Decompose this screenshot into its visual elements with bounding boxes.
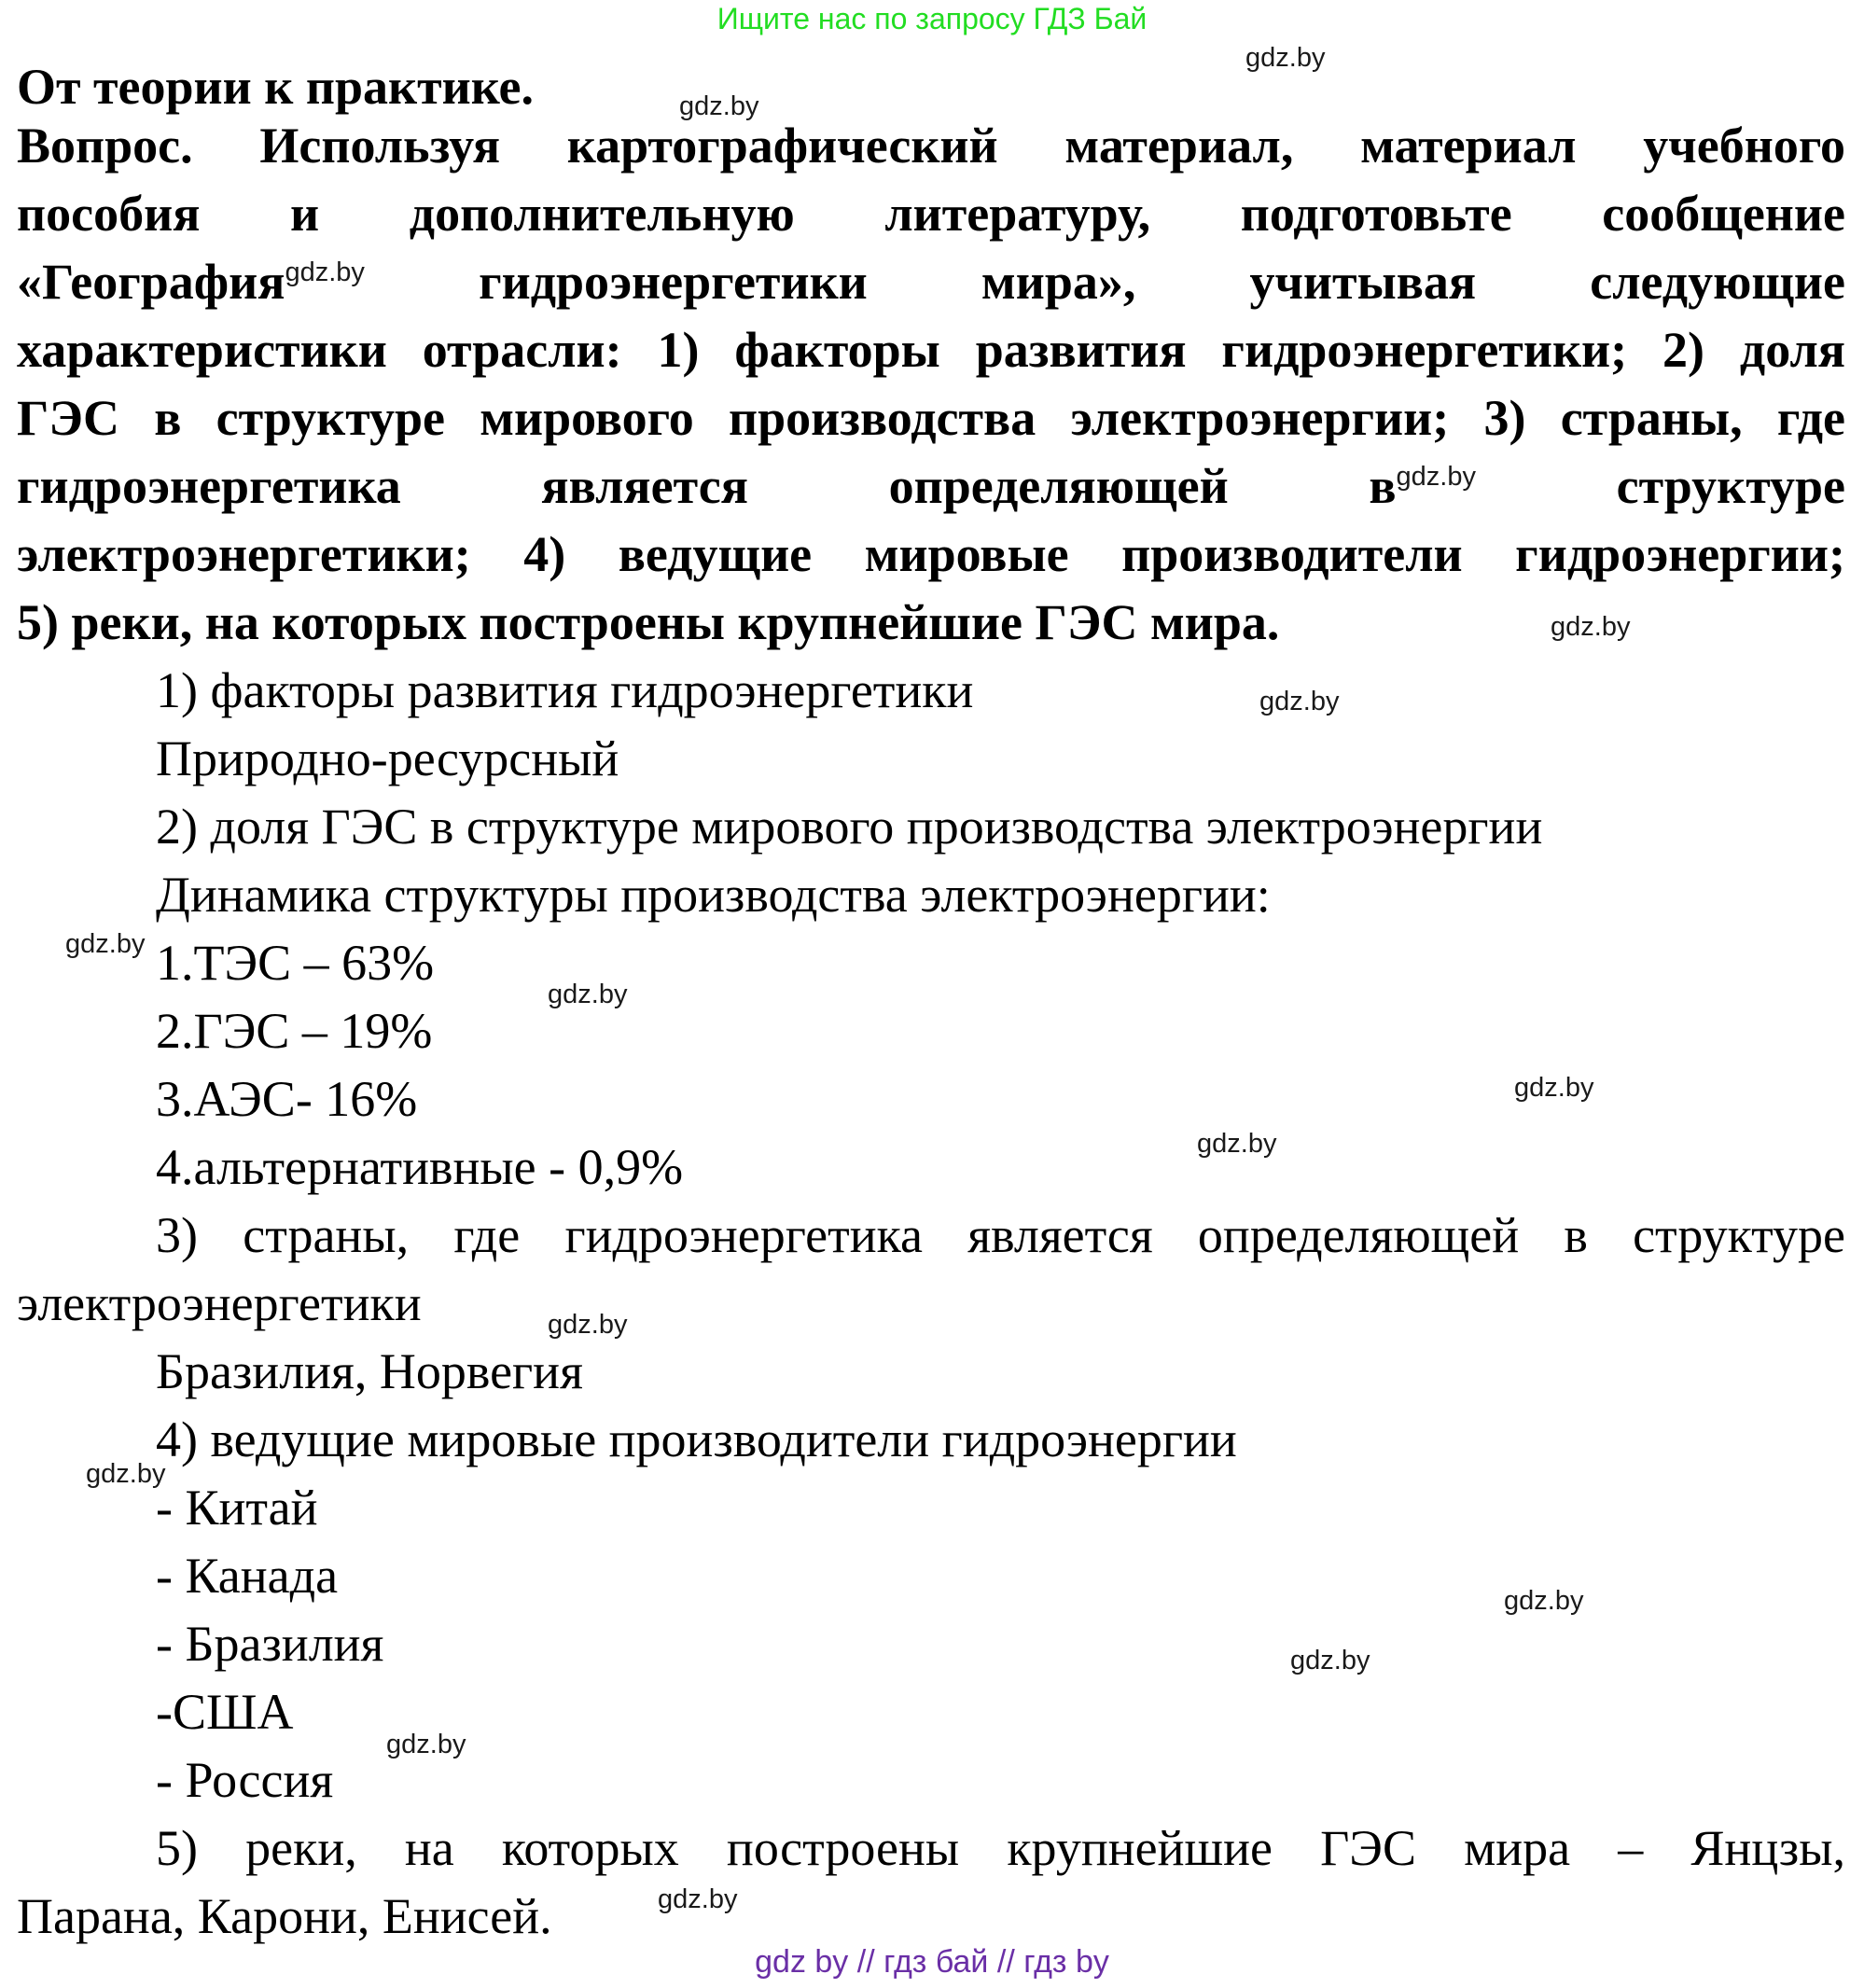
answer-3-heading-line-2: электроэнергетики [17, 1275, 422, 1331]
question-line-3 [17, 248, 1845, 315]
watermark: gdz.by [1245, 43, 1326, 73]
question-line-5: ГЭС в структуре мирового производства электроэнергии; 3) страны, где [17, 390, 1845, 446]
question-line-6-end: структуре [1616, 458, 1846, 514]
question-line-1: Вопрос. Используя картографический материал, материал учебного [17, 118, 1845, 174]
answer-2-item: 3.АЭС- 16% [156, 1071, 418, 1127]
answer-4-item: - Бразилия [156, 1616, 384, 1672]
answer-1-text: Природно-ресурсный [156, 730, 619, 786]
answer-4-heading: 4) ведущие мировые производители гидроэнергии [156, 1411, 1237, 1467]
question-line-7: электроэнергетики; 4) ведущие мировые производители гидроэнергии; [17, 526, 1845, 582]
answer-5-line-1: 5) реки, на которых построены крупнейшие ГЭС мира – Янцзы, [156, 1820, 1845, 1876]
section-title: От теории к практике. [17, 59, 535, 115]
footer-links[interactable]: gdz by // гдз бай // гдз by [755, 1944, 1109, 1980]
watermark: gdz.by [1290, 1646, 1370, 1675]
answer-1-heading: 1) факторы развития гидроэнергетики [156, 662, 974, 718]
question-line-6 [17, 452, 1845, 520]
answer-3-heading-line-1: 3) страны, где гидроэнергетика является определяющей в структуре [156, 1207, 1845, 1263]
question-line-2: пособия и дополнительную литературу, подготовьте сообщение [17, 186, 1845, 242]
answer-4-item: - Китай [156, 1480, 318, 1536]
watermark: gdz.by [658, 1884, 738, 1914]
search-link[interactable]: Ищите нас по запросу ГДЗ Бай [716, 2, 1148, 35]
answer-4-item: -США [156, 1684, 294, 1740]
watermark: gdz.by [548, 980, 628, 1009]
answer-3-text: Бразилия, Норвегия [156, 1343, 583, 1399]
question-line-3-end: гидроэнергетики мира», учитывая следующие [479, 254, 1846, 310]
question-line-4: характеристики отрасли: 1) факторы развития гидроэнергетики; 2) доля [17, 322, 1845, 378]
watermark: gdz.by [386, 1730, 466, 1759]
watermark: gdz.by [1259, 687, 1340, 716]
question-line-8: 5) реки, на которых построены крупнейшие ГЭС мира. [17, 594, 1280, 650]
watermark: gdz.by [1396, 462, 1476, 492]
watermark: gdz.by [285, 257, 365, 287]
watermark: gdz.by [1504, 1586, 1584, 1616]
watermark: gdz.by [1551, 612, 1631, 642]
answer-5-line-2: Парана, Карони, Енисей. [17, 1888, 552, 1944]
question-line-3-start: «География [17, 254, 285, 310]
answer-2-heading: 2) доля ГЭС в структуре мирового производства электроэнергии [156, 799, 1543, 855]
watermark: gdz.by [65, 929, 146, 959]
answer-2-item: 1.ТЭС – 63% [156, 935, 435, 991]
answer-2-item: 2.ГЭС – 19% [156, 1003, 433, 1059]
watermark: gdz.by [548, 1310, 628, 1340]
answer-2-item: 4.альтернативные - 0,9% [156, 1139, 684, 1195]
answer-4-item: - Россия [156, 1752, 334, 1808]
answer-4-item: - Канада [156, 1548, 339, 1604]
watermark: gdz.by [1197, 1129, 1277, 1159]
question-line-6-start: гидроэнергетика является определяющей в [17, 458, 1397, 514]
watermark: gdz.by [679, 91, 759, 121]
watermark: gdz.by [86, 1459, 166, 1489]
answer-2-intro: Динамика структуры производства электроэнергии: [156, 867, 1271, 923]
watermark: gdz.by [1514, 1073, 1594, 1103]
